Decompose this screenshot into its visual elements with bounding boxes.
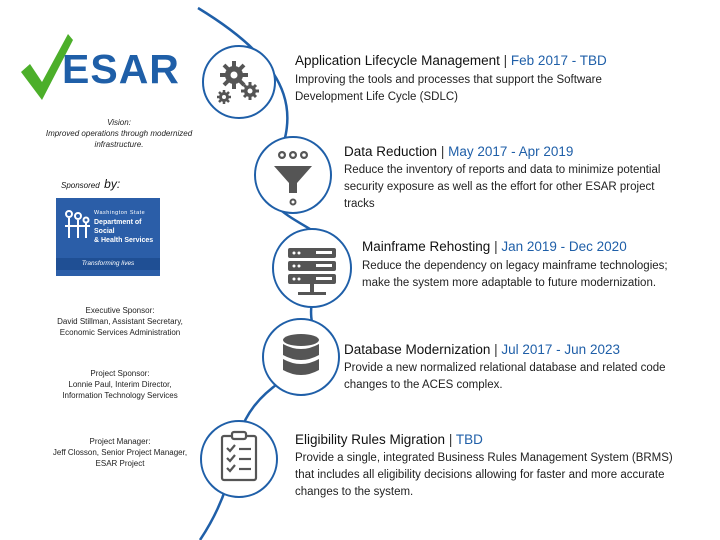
vision-label: Vision: <box>107 118 131 127</box>
sponsor-org: Information Technology Services <box>62 391 178 400</box>
milestone-desc-alm: Improving the tools and processes that support the Software Development Life Cycle (SDLC) <box>295 74 602 103</box>
milestone-node-data-reduction <box>254 136 332 214</box>
vision-statement <box>30 117 208 150</box>
milestone-desc-mainframe: Reduce the dependency on legacy mainframe technologies; make the system more adaptable to future modernization. <box>362 260 668 289</box>
executive-sponsor <box>35 305 205 338</box>
milestone-sep: | <box>494 342 498 357</box>
dshs-logo <box>56 198 160 276</box>
milestone-title-database <box>344 342 620 357</box>
database-icon <box>264 320 338 394</box>
milestone-sep: | <box>440 144 445 159</box>
project-sponsor <box>35 368 205 401</box>
milestone-node-database <box>262 318 340 396</box>
milestone-title-alm <box>295 53 607 68</box>
gears-icon <box>204 47 274 117</box>
sponsored-by <box>61 175 120 193</box>
milestone-node-rules <box>200 420 278 498</box>
milestone-title: Data Reduction <box>344 144 438 159</box>
dshs-name <box>94 218 160 245</box>
milestone-dates: Feb 2017 - TBD <box>510 53 607 68</box>
funnel-icon <box>256 138 330 212</box>
milestone-title-rules <box>295 432 483 447</box>
milestone-title: Database Modernization <box>344 342 491 357</box>
server-icon <box>274 230 350 306</box>
dshs-line3: & Health Services <box>94 237 154 244</box>
dshs-line1: Washington State <box>94 210 146 216</box>
sponsor-role: Project Sponsor: <box>90 369 150 378</box>
milestone-title: Mainframe Rehosting <box>362 239 491 254</box>
milestone-dates: TBD <box>455 432 483 447</box>
milestone-desc-data-reduction: Reduce the inventory of reports and data to minimize potential security exposure as well as the effort for other ESAR project tracks <box>344 164 661 210</box>
milestone-node-mainframe <box>272 228 352 308</box>
project-manager <box>35 436 205 469</box>
sponsor-org: ESAR Project <box>95 459 145 468</box>
milestone-sep: | <box>503 53 508 68</box>
family-icon <box>62 208 92 242</box>
dshs-line2: Department of Social <box>94 219 142 235</box>
milestone-desc-rules: Provide a single, integrated Business Rules Management System (BRMS) that includes all eligibility decisions allowing for faster and more accurate changes to the system. <box>295 452 673 498</box>
milestone-title: Application Lifecycle Management <box>295 53 500 68</box>
milestone-sep: | <box>448 432 453 447</box>
dshs-tagline: Transforming lives <box>56 258 160 270</box>
sponsor-name: David Stillman, Assistant Secretary, <box>57 317 183 326</box>
sponsor-name: Lonnie Paul, Interim Director, <box>68 380 172 389</box>
milestone-dates: Jan 2019 - Dec 2020 <box>501 239 627 254</box>
sponsored-prefix: Sponsored <box>61 181 100 190</box>
checklist-icon <box>202 422 276 496</box>
sponsor-org: Economic Services Administration <box>59 328 181 337</box>
milestone-dates: May 2017 - Apr 2019 <box>448 144 574 159</box>
milestone-dates: Jul 2017 - Jun 2023 <box>501 342 620 357</box>
logo-title: ESAR <box>62 46 180 92</box>
vision-text: Improved operations through modernized infrastructure. <box>45 129 193 149</box>
milestone-title-data-reduction <box>344 144 573 159</box>
milestone-desc-database: Provide a new normalized relational database and related code changes to the ACES complex. <box>344 362 666 391</box>
sponsored-suffix: by: <box>104 177 121 191</box>
milestone-title: Eligibility Rules Migration <box>295 432 446 447</box>
sponsor-role: Project Manager: <box>89 437 151 446</box>
sponsor-name: Jeff Closson, Senior Project Manager, <box>52 448 188 457</box>
sponsor-role: Executive Sponsor: <box>85 306 155 315</box>
milestone-sep: | <box>494 239 498 254</box>
milestone-node-alm <box>202 45 276 119</box>
milestone-title-mainframe <box>362 239 627 254</box>
